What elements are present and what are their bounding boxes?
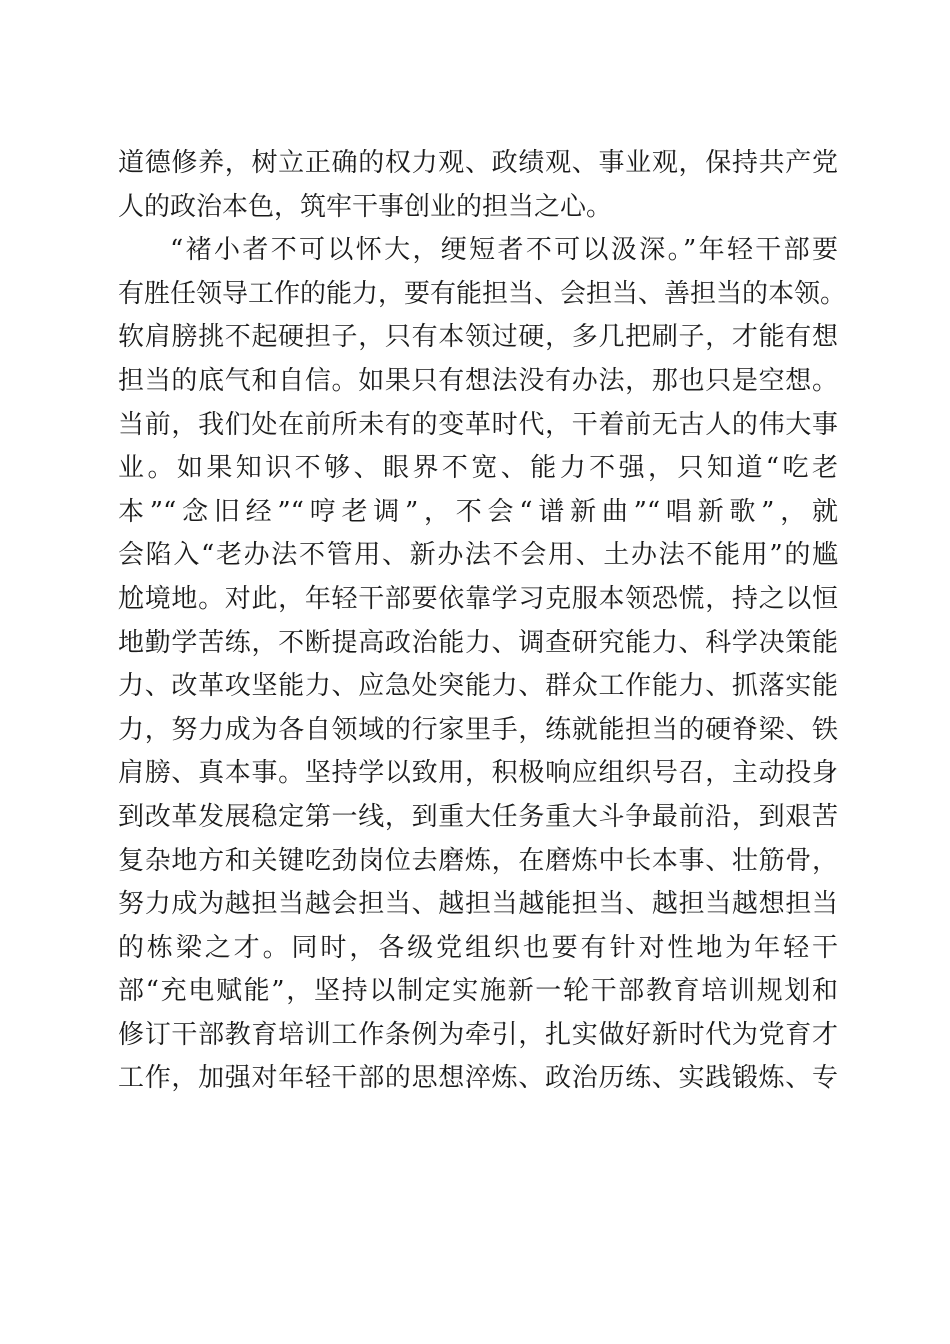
body-text <box>118 142 847 1101</box>
text-line: 人的政治本色，筑牢干事创业的担当之心。 <box>118 191 613 222</box>
text-line: 肩膀、真本事。坚持学以致用，积极响应组织号召，主动投身 <box>118 758 838 789</box>
text-line: 当前，我们处在前所未有的变革时代，干着前无古人的伟大事 <box>118 409 838 440</box>
text-line: 复杂地方和关键吃劲岗位去磨炼，在磨炼中长本事、壮筋骨， <box>118 845 838 876</box>
text-line: 工作，加强对年轻干部的思想淬炼、政治历练、实践锻炼、专 <box>118 1063 838 1094</box>
text-line: 尬境地。对此，年轻干部要依靠学习克服本领恐慌，持之以恒 <box>118 583 838 614</box>
text-line: 道德修养，树立正确的权力观、政绩观、事业观，保持共产党 <box>118 148 838 178</box>
text-line: 部“充电赋能”，坚持以制定实施新一轮干部教育培训规划和 <box>118 976 838 1007</box>
text-line: 有胜任领导工作的能力，要有能担当、会担当、善担当的本领。 <box>118 278 847 309</box>
text-line: 努力成为越担当越会担当、越担当越能担当、越担当越想担当 <box>118 889 838 920</box>
text-line: 的栋梁之才。同时，各级党组织也要有针对性地为年轻干 <box>118 932 838 963</box>
text-line: 修订干部教育培训工作条例为牵引，扎实做好新时代为党育才 <box>118 1019 838 1050</box>
text-line: 力、改革攻坚能力、应急处突能力、群众工作能力、抓落实能 <box>118 671 838 702</box>
text-line: 本”“念旧经”“哼老调”，不会“谱新曲”“唱新歌”，就 <box>118 496 838 527</box>
text-line: 会陷入“老办法不管用、新办法不会用、土办法不能用”的尴 <box>118 540 838 571</box>
text-line: “褚小者不可以怀大，绠短者不可以汲深。”年轻干部要 <box>170 235 838 266</box>
text-line: 软肩膀挑不起硬担子，只有本领过硬，多几把刷子，才能有想 <box>118 322 838 353</box>
text-line: 力，努力成为各自领域的行家里手，练就能担当的硬脊梁、铁 <box>118 714 838 745</box>
text-line: 地勤学苦练，不断提高政治能力、调查研究能力、科学决策能 <box>118 627 838 658</box>
text-line: 担当的底气和自信。如果只有想法没有办法，那也只是空想。 <box>118 365 838 396</box>
text-line: 到改革发展稳定第一线，到重大任务重大斗争最前沿，到艰苦 <box>118 801 838 832</box>
text-line: 业。如果知识不够、眼界不宽、能力不强，只知道“吃老 <box>118 453 838 484</box>
